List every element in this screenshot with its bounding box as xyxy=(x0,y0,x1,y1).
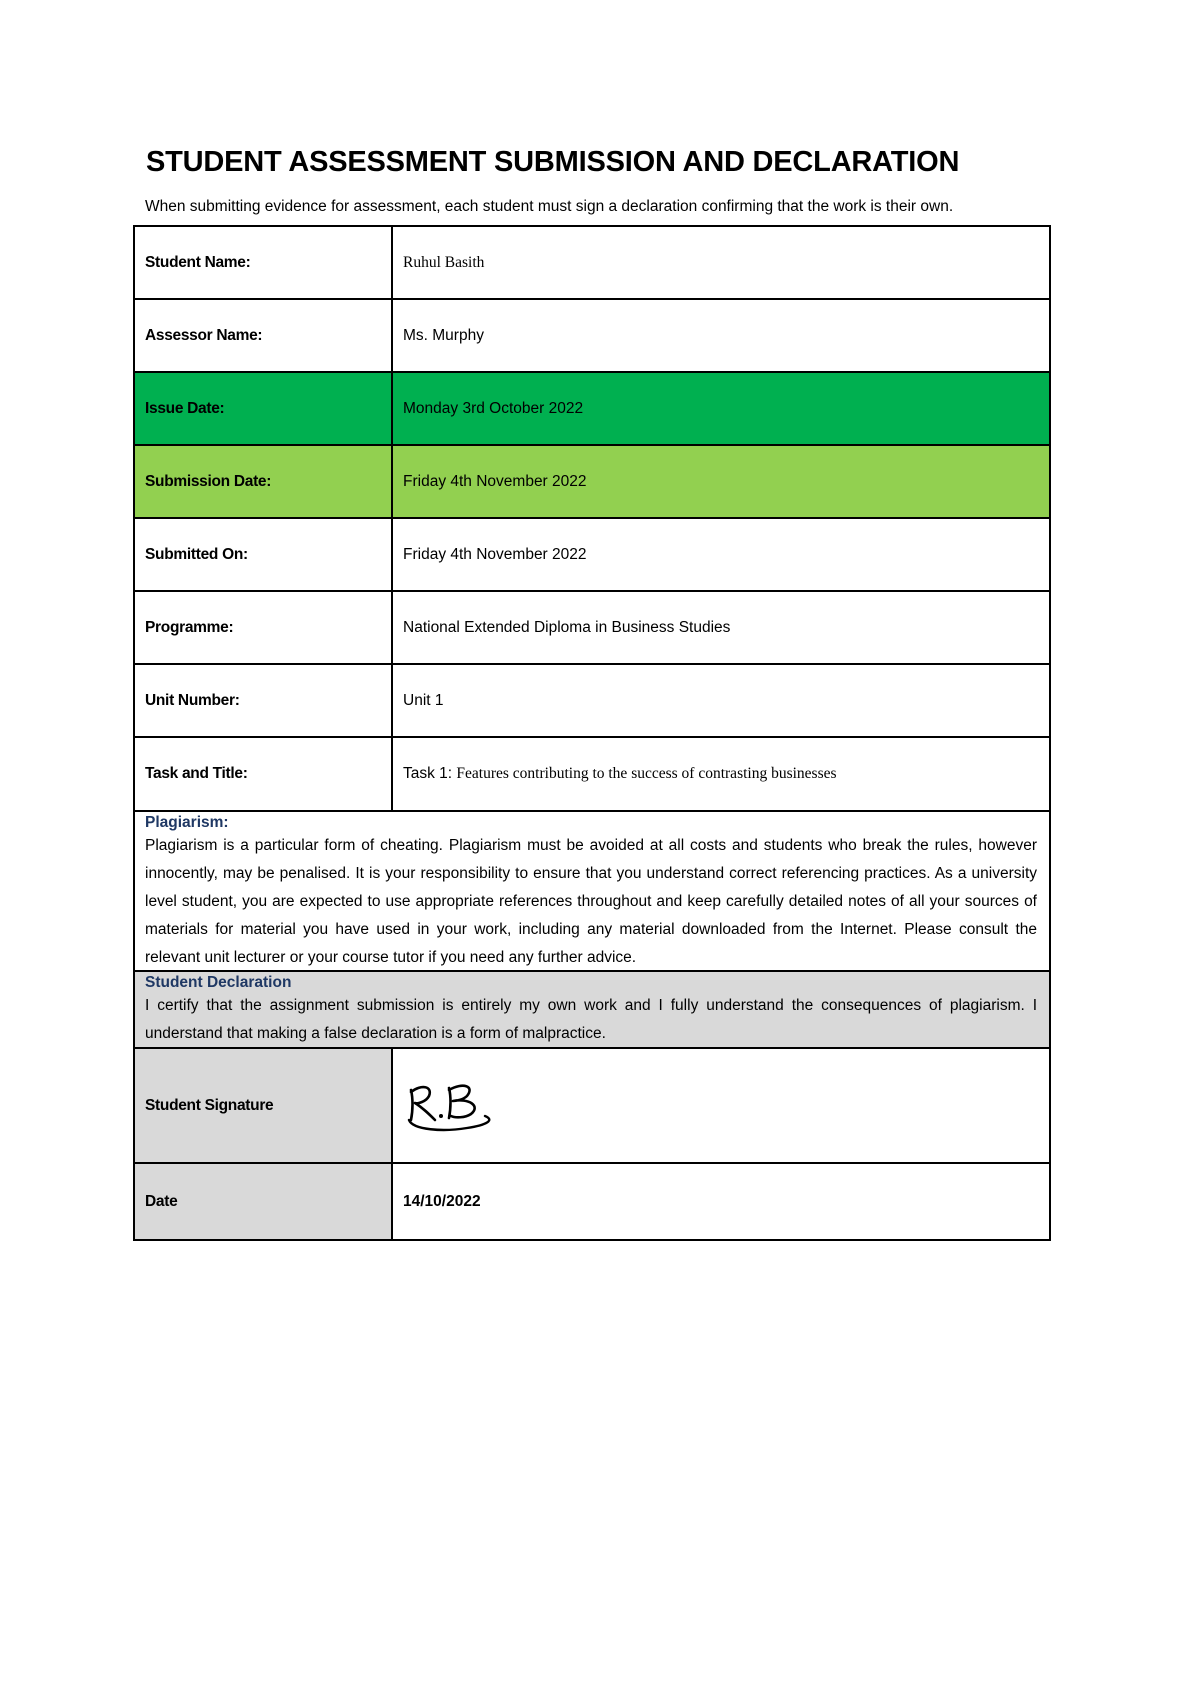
plagiarism-section xyxy=(135,812,1049,972)
signature-row xyxy=(135,1049,1049,1164)
task-title-row xyxy=(135,738,1049,812)
submitted-on-row xyxy=(135,519,1049,592)
assessor-name-value[interactable]: Ms. Murphy xyxy=(403,326,484,344)
task-title-value[interactable] xyxy=(393,738,1049,810)
date-value[interactable]: 14/10/2022 xyxy=(403,1192,481,1210)
date-row xyxy=(135,1164,1049,1239)
assessor-name-row xyxy=(135,300,1049,373)
submission-form xyxy=(133,225,1051,1241)
signature-image xyxy=(403,1076,513,1136)
declaration-section xyxy=(135,972,1049,1049)
issue-date-label: Issue Date: xyxy=(135,373,393,444)
student-name-value[interactable]: Ruhul Basith xyxy=(403,253,485,271)
submission-date-label: Submission Date: xyxy=(135,446,393,517)
unit-number-label: Unit Number: xyxy=(135,665,393,736)
unit-number-value[interactable]: Unit 1 xyxy=(403,691,444,709)
issue-date-value[interactable]: Monday 3rd October 2022 xyxy=(403,399,584,417)
unit-number-row xyxy=(135,665,1049,738)
submission-date-value[interactable]: Friday 4th November 2022 xyxy=(403,472,587,490)
page-title: STUDENT ASSESSMENT SUBMISSION AND DECLARATION xyxy=(146,146,960,178)
assessor-name-label: Assessor Name: xyxy=(135,300,393,371)
plagiarism-text: Plagiarism is a particular form of cheating. Plagiarism must be avoided at all costs and students who break the rules, however innocently, may be penalised. It is your responsibility to ensure that you understand correct referencing practices. As a university level student, you are expected to use appropriate references throughout and keep carefully detailed notes of all your sources of materials for material you have used in your work, including any material downloaded from the Internet. Please consult the relevant unit lecturer or your course tutor if you need any further advice. xyxy=(145,837,1037,966)
student-name-label: Student Name: xyxy=(135,227,393,298)
programme-label: Programme: xyxy=(135,592,393,663)
declaration-text: I certify that the assignment submission is entirely my own work and I fully understand the consequences of plagiarism. I understand that making a false declaration is a form of malpractice. xyxy=(145,997,1037,1042)
declaration-heading: Student Declaration xyxy=(145,974,292,991)
signature-field[interactable] xyxy=(393,1049,1049,1162)
submission-date-row xyxy=(135,446,1049,519)
intro-text: When submitting evidence for assessment, each student must sign a declaration confirming that the work is their own. xyxy=(145,198,954,215)
submitted-on-label: Submitted On: xyxy=(135,519,393,590)
signature-label: Student Signature xyxy=(135,1049,393,1162)
student-name-row xyxy=(135,227,1049,300)
programme-row xyxy=(135,592,1049,665)
date-label: Date xyxy=(135,1164,393,1239)
plagiarism-heading: Plagiarism: xyxy=(145,814,229,831)
programme-value[interactable]: National Extended Diploma in Business Studies xyxy=(403,618,731,636)
task-number: Task 1: xyxy=(403,765,453,782)
submitted-on-value[interactable]: Friday 4th November 2022 xyxy=(403,545,587,563)
issue-date-row xyxy=(135,373,1049,446)
task-title-label: Task and Title: xyxy=(135,738,393,810)
task-title-text: Features contributing to the success of contrasting businesses xyxy=(456,765,837,782)
